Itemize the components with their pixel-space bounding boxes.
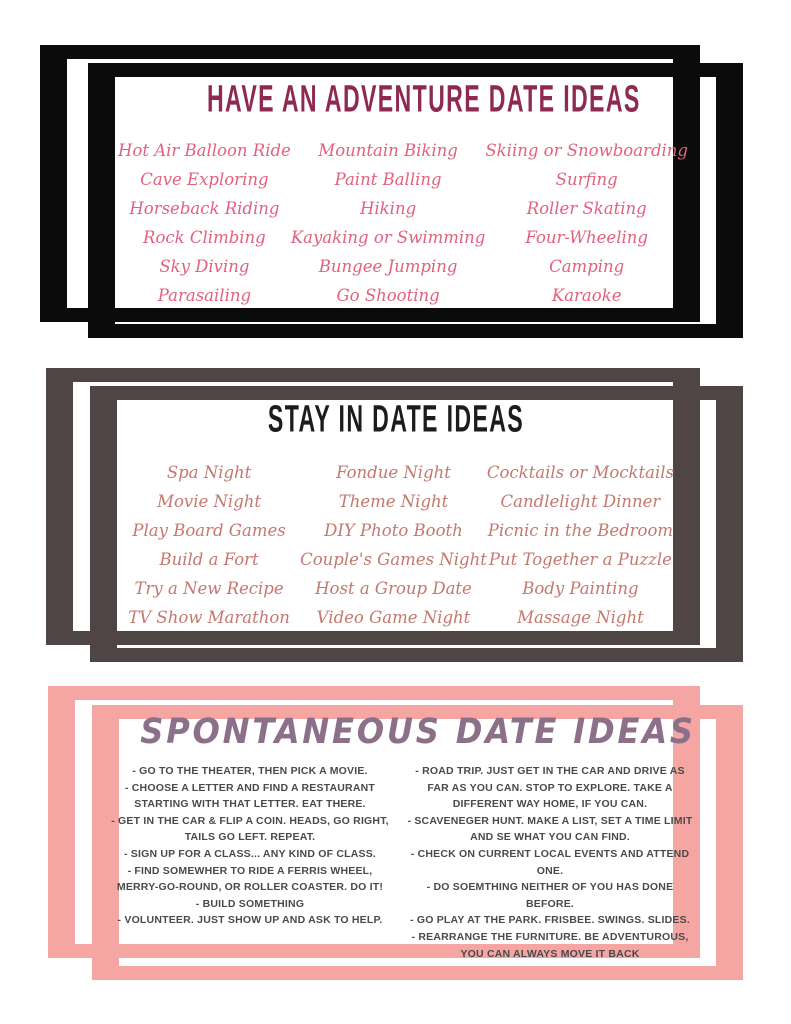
adventure-item: Surfing: [555, 170, 618, 189]
adventure-column-1: [118, 136, 291, 310]
adventure-item: Sky Diving: [159, 257, 250, 276]
stay-in-item: Picnic in the Bedroom: [487, 521, 674, 540]
stay-in-item: Spa Night: [166, 463, 252, 482]
spontaneous-bullet: - GO PLAY AT THE PARK. FRISBEE. SWINGS. SLIDES.: [410, 914, 690, 927]
adventure-items: [118, 136, 688, 310]
adventure-item: Parasailing: [157, 286, 252, 305]
stay-in-item: Build a Fort: [159, 550, 259, 569]
stay-in-item: Put Together a Puzzle: [488, 550, 672, 569]
stay-in-item: Play Board Games: [132, 521, 286, 540]
spontaneous-bullet: - GET IN THE CAR & FLIP A COIN. HEADS, GO RIGHT, TAILS GO LEFT. REPEAT.: [111, 814, 389, 844]
adventure-item: Bungee Jumping: [318, 257, 458, 276]
spontaneous-bullet: - ROAD TRIP. JUST GET IN THE CAR AND DRIVE AS FAR AS YOU CAN. STOP TO EXPLORE. TAKE A DIFFERENT WAY HOME, IF YOU CAN.: [415, 765, 685, 811]
spontaneous-bullet: - SCAVENEGER HUNT. MAKE A LIST, SET A TIME LIMIT AND SE WHAT YOU CAN FIND.: [407, 814, 693, 844]
spontaneous-bullet: - FIND SOMEWHER TO RIDE A FERRIS WHEEL, MERRY-GO-ROUND, OR ROLLER COASTER. DO IT!: [116, 864, 384, 894]
stay-in-item: Cocktails or Mocktails: [486, 463, 674, 482]
spontaneous-title: SPONTANEOUS DATE IDEAS: [140, 712, 696, 752]
stay-in-item: Body Painting: [522, 579, 639, 598]
stay-in-item: DIY Photo Booth: [324, 521, 463, 540]
adventure-title: HAVE AN ADVENTURE DATE IDEAS: [206, 77, 641, 121]
spontaneous-bullet: - VOLUNTEER. JUST SHOW UP AND ASK TO HELP.: [117, 914, 383, 927]
adventure-item: Four-Wheeling: [525, 228, 648, 247]
adventure-item: Cave Exploring: [140, 170, 269, 189]
spontaneous-bullet: - DO SOEMTHING NEITHER OF YOU HAS DONE BEFORE.: [426, 881, 674, 910]
adventure-item: Karaoke: [551, 286, 622, 305]
adventure-item: Mountain Biking: [318, 141, 458, 160]
spontaneous-bullet: - BUILD SOMETHING: [195, 897, 305, 910]
adventure-item: Paint Balling: [334, 170, 442, 189]
stay-in-column-1: [118, 458, 300, 632]
spontaneous-bullets: [106, 763, 694, 962]
adventure-item: Skiing or Snowboarding: [485, 141, 688, 160]
stay-in-column-3: [487, 458, 674, 632]
adventure-item: Hot Air Balloon Ride: [118, 141, 291, 160]
stay-in-items: [118, 458, 674, 632]
stay-in-item: Movie Night: [157, 492, 262, 511]
spontaneous-bullet: - CHECK ON CURRENT LOCAL EVENTS AND ATTEND ONE.: [410, 847, 690, 877]
spontaneous-bullet: - CHOOSE A LETTER AND FIND A RESTAURANT STARTING WITH THAT LETTER. EAT THERE.: [124, 781, 376, 811]
stay-in-item: Massage Night: [517, 608, 644, 627]
stay-in-item: Video Game Night: [316, 608, 471, 627]
adventure-item: Hiking: [360, 199, 417, 218]
spontaneous-column-right: [406, 763, 694, 962]
stay-in-item: Try a New Recipe: [134, 579, 284, 598]
adventure-item: Rock Climbing: [143, 228, 266, 247]
stay-in-item: Candlelight Dinner: [500, 492, 661, 511]
spontaneous-bullet: - GO TO THE THEATER, THEN PICK A MOVIE.: [132, 765, 368, 777]
stay-in-item: TV Show Marathon: [128, 608, 290, 627]
adventure-column-3: [485, 136, 688, 310]
spontaneous-bullet: - SIGN UP FOR A CLASS... ANY KIND OF CLASS.: [123, 847, 377, 860]
stay-in-column-2: [300, 458, 487, 632]
adventure-item: Kayaking or Swimming: [290, 228, 486, 247]
adventure-item: Roller Skating: [526, 199, 647, 218]
adventure-item: Camping: [549, 257, 625, 276]
spontaneous-bullet: - REARRANGE THE FURNITURE. BE ADVENTUROUS, YOU CAN ALWAYS MOVE IT BACK: [411, 930, 689, 960]
adventure-item: Go Shooting: [336, 286, 440, 305]
stay-in-item: Fondue Night: [336, 463, 451, 482]
stay-in-item: Theme Night: [338, 492, 449, 511]
stay-in-title: STAY IN DATE IDEAS: [267, 397, 525, 441]
spontaneous-column-left: [106, 763, 394, 962]
stay-in-item: Couple's Games Night: [300, 550, 487, 569]
stay-in-item: Host a Group Date: [315, 579, 472, 598]
adventure-item: Horseback Riding: [129, 199, 280, 218]
adventure-column-2: [291, 136, 486, 310]
